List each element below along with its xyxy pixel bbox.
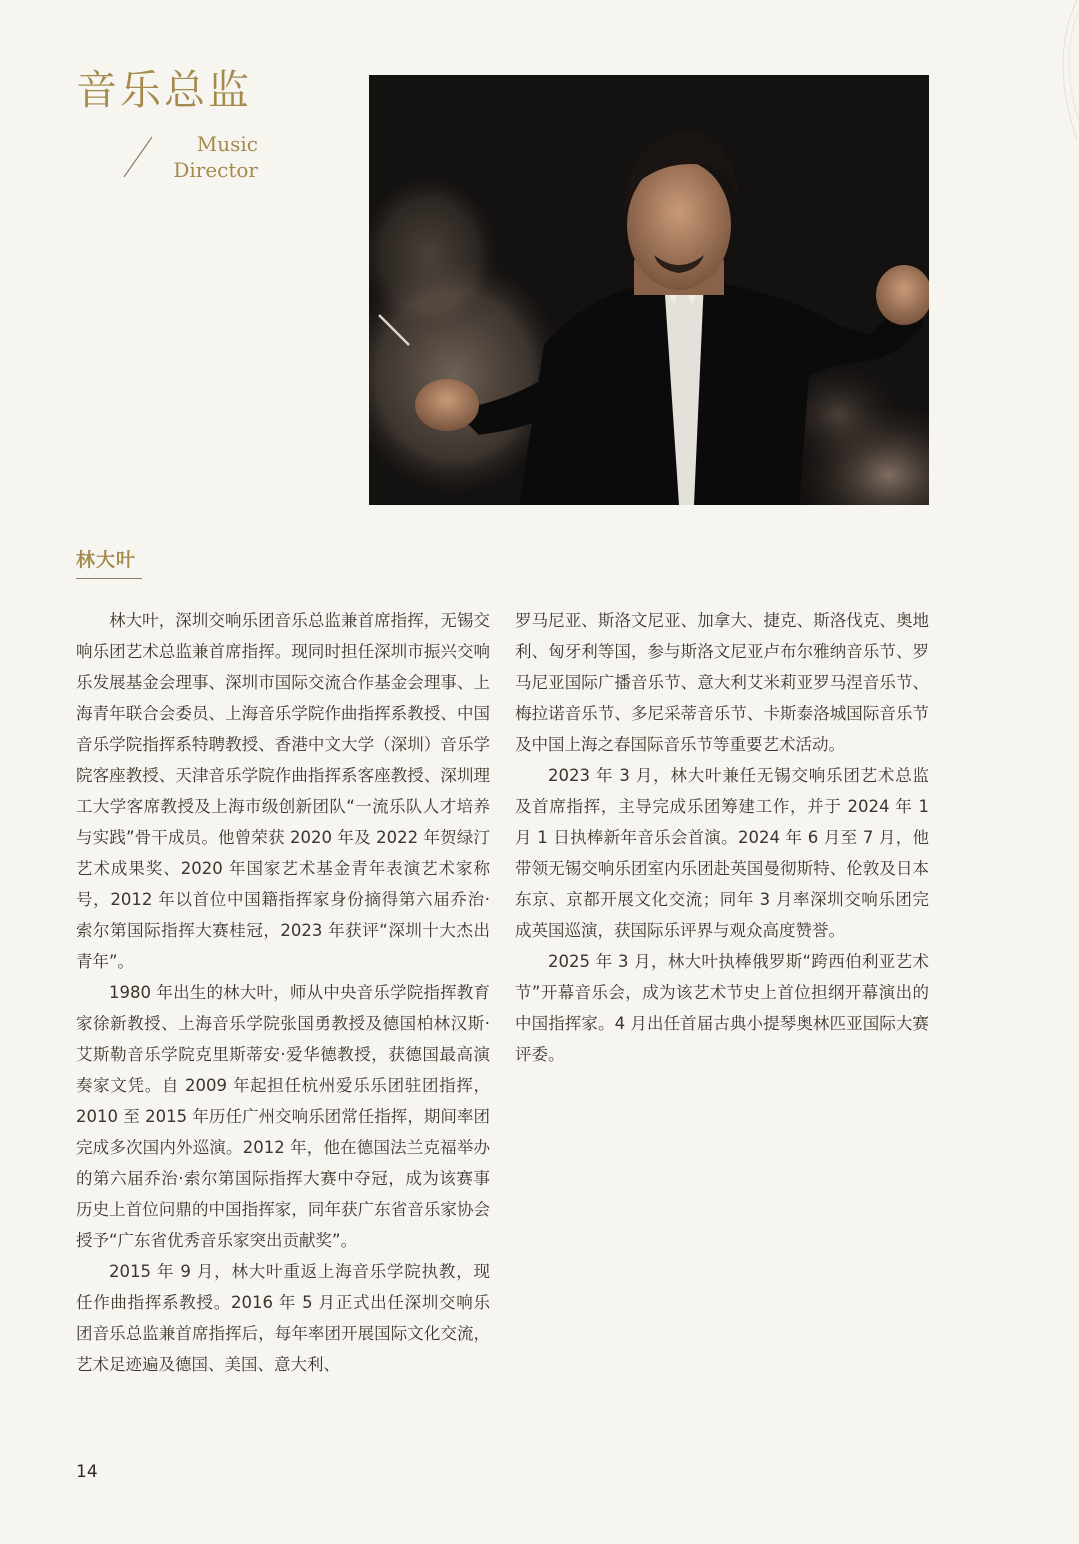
bio-paragraph-3-continued: 罗马尼亚、斯洛文尼亚、加拿大、捷克、斯洛伐克、奥地利、匈牙利等国，参与斯洛文尼亚卢布尔雅纳音乐节、罗马尼亚国际广播音乐节、意大利艾米莉亚罗马涅音乐节、梅拉诺音乐节、多尼采蒂音乐节、卡斯泰洛城国际音乐节及中国上海之春国际音乐节等重要艺术活动。 [515,611,929,754]
title-en-line1: Music [196,132,258,156]
title-en-line2: Director [173,158,258,182]
bio-paragraph-1: 林大叶，深圳交响乐团音乐总监兼首席指挥，无锡交响乐团艺术总监兼首席指挥。现同时担任深圳市振兴交响乐发展基金会理事、深圳市国际交流合作基金会理事、上海青年联合会委员、上海音乐学院作曲指挥系教授、中国音乐学院指挥系特聘教授、香港中文大学（深圳）音乐学院客座教授、天津音乐学院作曲指挥系客座教授、深圳理工大学客席教授及上海市级创新团队“一流乐队人才培养与实践”骨干成员。他曾荣获 2020 年及 2022 年贺绿汀艺术成果奖、2020 年国家艺术基金青年表演艺术家称号，2012 年以首位中国籍指挥家身份摘得第六届乔治·索尔第国际指挥大赛桂冠，2023 年获评“深圳十大杰出青年”。 [76,611,490,971]
decorative-arcs [1019,0,1079,150]
bio-right-column [515,605,929,1070]
person-name: 林大叶 [76,549,137,571]
conductor-photo-illustration [369,75,929,505]
bio-paragraph-5: 2025 年 3 月，林大叶执棒俄罗斯“跨西伯利亚艺术节”开幕音乐会，成为该艺术节史上首位担纲开幕演出的中国指挥家。4 月出任首届古典小提琴奥林匹亚国际大赛评委。 [515,952,929,1064]
section-title-chinese: 音乐总监 [76,66,252,114]
section-title-english [150,131,258,183]
conductor-photo [369,75,929,505]
bio-paragraph-3: 2015 年 9 月，林大叶重返上海音乐学院执教，现任作曲指挥系教授。2016 年 5 月正式出任深圳交响乐团音乐总监兼首席指挥后，每年率团开展国际文化交流，艺术足迹遍及德国、美国、意大利、 [76,1262,490,1374]
bio-paragraph-2: 1980 年出生的林大叶，师从中央音乐学院指挥教育家徐新教授、上海音乐学院张国勇教授及德国柏林汉斯·艾斯勒音乐学院克里斯蒂安·爱华德教授，获德国最高演奏家文凭。自 2009 年起担任杭州爱乐乐团驻团指挥，2010 至 2015 年历任广州交响乐团常任指挥，期间率团完成多次国内外巡演。2012 年，他在德国法兰克福举办的第六届乔治·索尔第国际指挥大赛中夺冠，成为该赛事历史上首位问鼎的中国指挥家，同年获广东省音乐家协会授予“广东省优秀音乐家突出贡献奖”。 [76,983,490,1250]
bio-left-column [76,605,490,1380]
page-number: 14 [76,1462,98,1482]
name-underline [76,578,142,579]
bio-paragraph-4: 2023 年 3 月，林大叶兼任无锡交响乐团艺术总监及首席指挥，主导完成乐团筹建工作，并于 2024 年 1 月 1 日执棒新年音乐会首演。2024 年 6 月至 7 月，他带领无锡交响乐团室内乐团赴英国曼彻斯特、伦敦及日本东京、京都开展文化交流；同年 3 月率深圳交响乐团完成英国巡演，获国际乐评界与观众高度赞誉。 [515,766,929,940]
